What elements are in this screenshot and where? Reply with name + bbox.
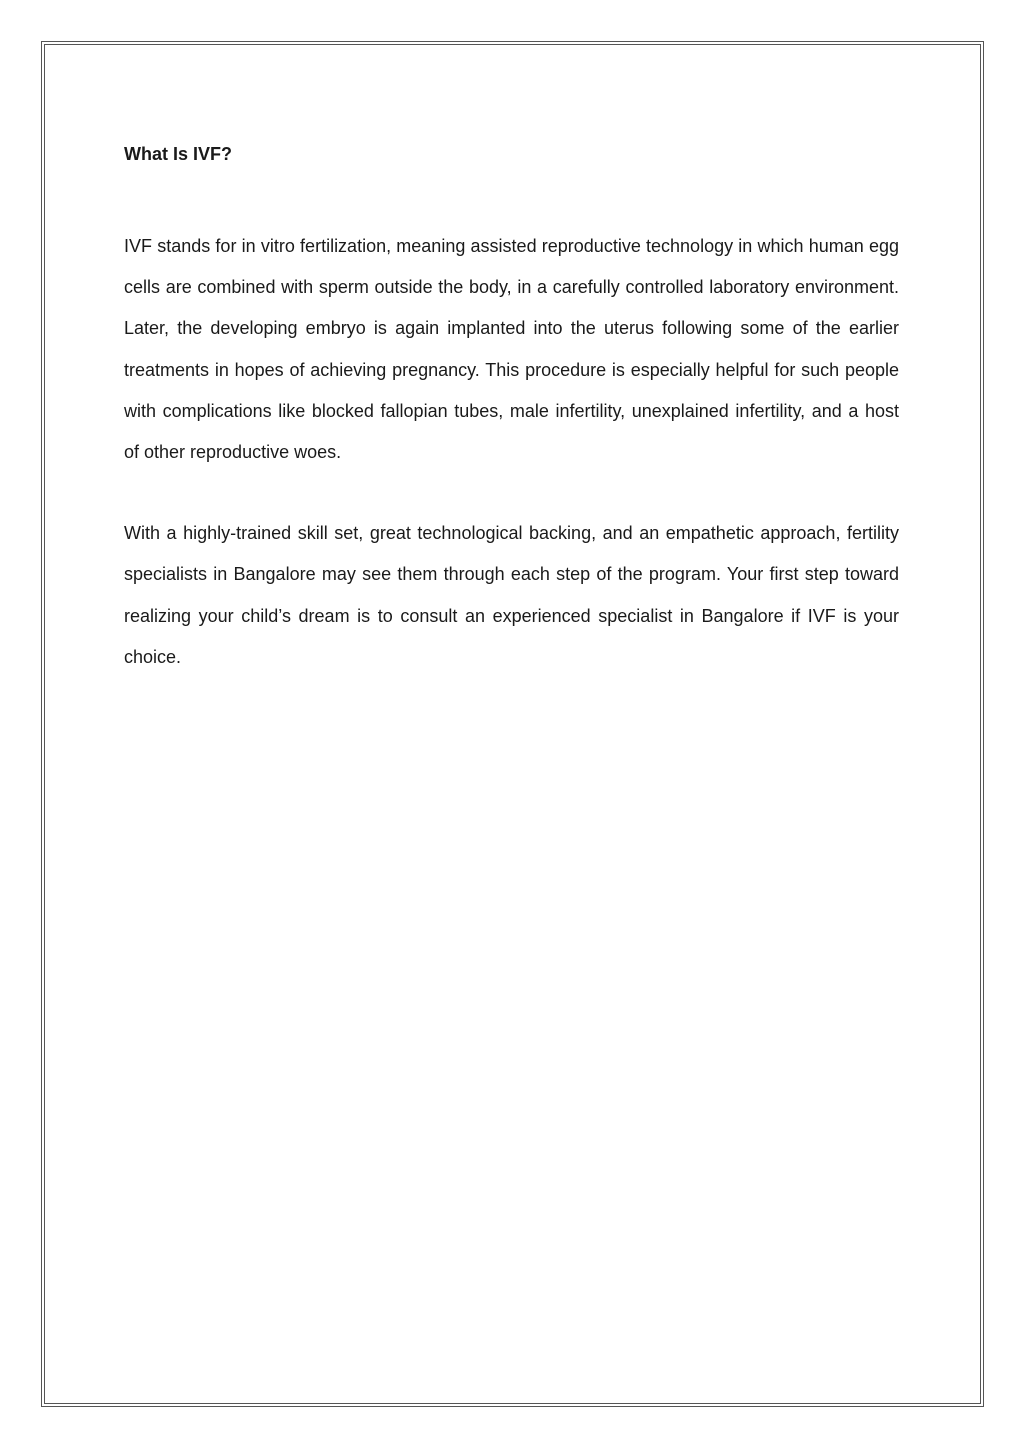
paragraph-ivf-definition: IVF stands for in vitro fertilization, meaning assisted reproductive technology in which human egg cells are combined with sperm outside the body, in a carefully controlled laboratory environment. Later, the developing embryo is again implanted into the uterus following some of the earlier treatments in hopes of achieving pregnancy. This procedure is especially helpful for such people with complications like blocked fallopian tubes, male infertility, unexplained infertility, and a host of other reproductive woes. bbox=[124, 236, 899, 463]
document-body bbox=[124, 141, 899, 718]
paragraph-specialists: With a highly-trained skill set, great technological backing, and an empathetic approach, fertility specialists in Bangalore may see them through each step of the program. Your first step toward realizing your child’s dream is to consult an experienced specialist in Bangalore if IVF is your choice. bbox=[124, 523, 899, 667]
section-heading: What Is IVF? bbox=[124, 144, 232, 164]
